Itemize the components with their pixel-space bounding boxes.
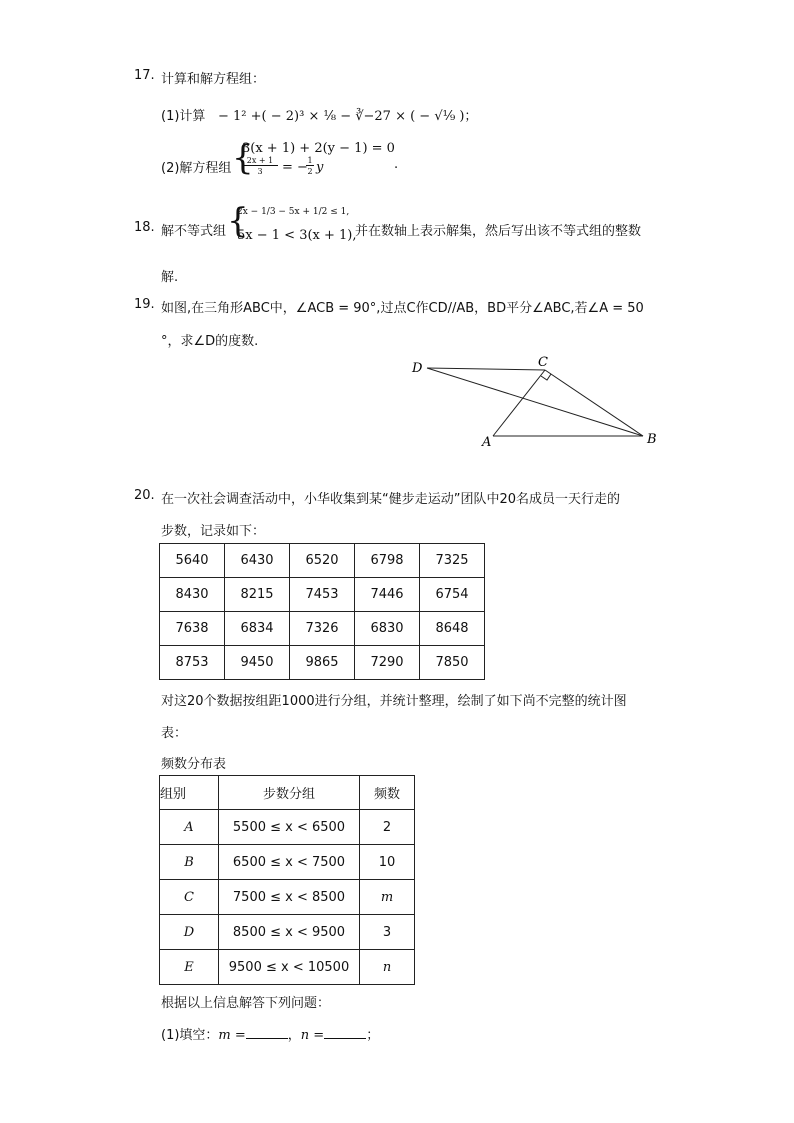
label-d: D	[412, 361, 423, 376]
table-cell: 9865	[290, 646, 355, 680]
table-cell: 7446	[355, 578, 420, 612]
table-row	[160, 845, 415, 880]
table-cell: 7325	[420, 544, 485, 578]
table-cell: C	[160, 880, 219, 915]
q17-part2-label: (2)解方程组	[161, 161, 232, 176]
fill-n-label: n =	[300, 1028, 325, 1043]
table-row	[160, 544, 485, 578]
right-angle-mark	[541, 374, 551, 380]
table-cell: 6430	[225, 544, 290, 578]
q17-eq2-frac-den: 2	[307, 167, 313, 176]
table-row	[160, 880, 415, 915]
freq-header-steps: 步数分组	[219, 776, 360, 810]
table-cell: D	[160, 915, 219, 950]
table-cell: 2	[360, 810, 415, 845]
q17-part1-label: (1)计算	[161, 109, 206, 124]
table-cell: 10	[360, 845, 415, 880]
triangle-figure	[400, 350, 670, 450]
q18-inequality-1: 2x − 1/3 − 5x + 1/2 ≤ 1,	[237, 207, 350, 217]
table-cell: 9450	[225, 646, 290, 680]
table-cell: 6834	[225, 612, 290, 646]
table-row	[160, 915, 415, 950]
table-cell: 7500 ≤ x < 8500	[219, 880, 360, 915]
frequency-table-title: 频数分布表	[161, 757, 227, 772]
q17-eq2-numerator: 2x + 1	[242, 156, 278, 166]
fill-m-label: m =	[218, 1028, 246, 1043]
question-17-title: 计算和解方程组：	[161, 72, 266, 87]
table-cell: 5640	[160, 544, 225, 578]
table-cell: 6830	[355, 612, 420, 646]
table-cell: 5500 ≤ x < 6500	[219, 810, 360, 845]
table-cell: m	[360, 880, 415, 915]
q17-eq2-equals: = −	[282, 160, 308, 175]
table-cell: E	[160, 950, 219, 985]
question-18-number: 18.	[134, 220, 155, 235]
table-cell: 9500 ≤ x < 10500	[219, 950, 360, 985]
system-brace-icon: {	[227, 201, 249, 241]
q17-eq2-denominator: 3	[257, 167, 263, 176]
q17-eq2-frac-num: 1	[307, 156, 313, 165]
q19-line-2: °，求∠D的度数.	[161, 334, 259, 349]
table-cell: 8648	[420, 612, 485, 646]
table-cell: 8753	[160, 646, 225, 680]
table-cell: 8500 ≤ x < 9500	[219, 915, 360, 950]
table-row	[160, 612, 485, 646]
fill-end: ；	[366, 1028, 380, 1043]
step-data-table	[159, 543, 485, 680]
question-17-number: 17.	[134, 68, 155, 83]
table-cell: 6798	[355, 544, 420, 578]
label-a: A	[482, 435, 492, 450]
label-b: B	[647, 432, 657, 447]
label-c: C	[538, 355, 548, 370]
freq-header-group: 组别	[160, 776, 219, 810]
frequency-table	[159, 775, 415, 985]
table-cell: 8430	[160, 578, 225, 612]
table-cell: 7638	[160, 612, 225, 646]
fill-separator: ，	[287, 1028, 301, 1043]
q17-eq2-variable: y	[316, 160, 324, 175]
q20-line-2: 步数，记录如下：	[161, 524, 266, 539]
freq-header-count: 频数	[360, 776, 415, 810]
q18-rest: 并在数轴上表示解集，然后写出该不等式组的整数	[355, 224, 642, 239]
table-cell: 7850	[420, 646, 485, 680]
table-cell: B	[160, 845, 219, 880]
q20-fill-row	[161, 1024, 379, 1043]
q18-rest-2: 解.	[161, 270, 179, 285]
table-cell: 6520	[290, 544, 355, 578]
table-cell: 7290	[355, 646, 420, 680]
fill-m-blank[interactable]	[246, 1027, 288, 1039]
table-row	[160, 810, 415, 845]
q18-inequality-2: 5x − 1 < 3(x + 1),	[237, 228, 357, 243]
table-cell: n	[360, 950, 415, 985]
fill-n-blank[interactable]	[324, 1027, 366, 1039]
system-brace-icon: {	[232, 138, 254, 178]
q20-para-2: 表：	[161, 726, 188, 741]
question-19-number: 19.	[134, 297, 155, 312]
table-cell: A	[160, 810, 219, 845]
question-20-number: 20.	[134, 488, 155, 503]
table-cell: 6500 ≤ x < 7500	[219, 845, 360, 880]
table-cell: 3	[360, 915, 415, 950]
table-cell: 6754	[420, 578, 485, 612]
table-row	[160, 646, 485, 680]
segment-cb	[545, 370, 643, 436]
table-cell: 7326	[290, 612, 355, 646]
table-cell: 7453	[290, 578, 355, 612]
q17-end-period: .	[394, 157, 399, 172]
q19-line-1: 如图,在三角形ABC中，∠ACB = 90°,过点C作CD//AB，BD平分∠ABC,若∠A = 50	[161, 301, 644, 316]
q17-equation-1: 3(x + 1) + 2(y − 1) = 0	[242, 141, 395, 156]
q20-para-1: 对这20个数据按组距1000进行分组，并统计整理，绘制了如下尚不完整的统计图	[161, 694, 627, 709]
table-cell: 8215	[225, 578, 290, 612]
fill-label: (1)填空：	[161, 1028, 219, 1043]
table-row	[160, 578, 485, 612]
segment-db	[427, 368, 643, 436]
q18-lead: 解不等式组	[161, 224, 227, 239]
q20-line-1: 在一次社会调查活动中，小华收集到某“健步走运动”团队中20名成员一天行走的	[161, 492, 621, 507]
segment-dc	[427, 368, 545, 370]
table-row	[160, 950, 415, 985]
q20-answer-lead: 根据以上信息解答下列问题：	[161, 996, 331, 1011]
q17-part1-expression: − 1² +( − 2)³ × ⅛ − ∛−27 × ( − √⅑ )；	[218, 109, 478, 124]
